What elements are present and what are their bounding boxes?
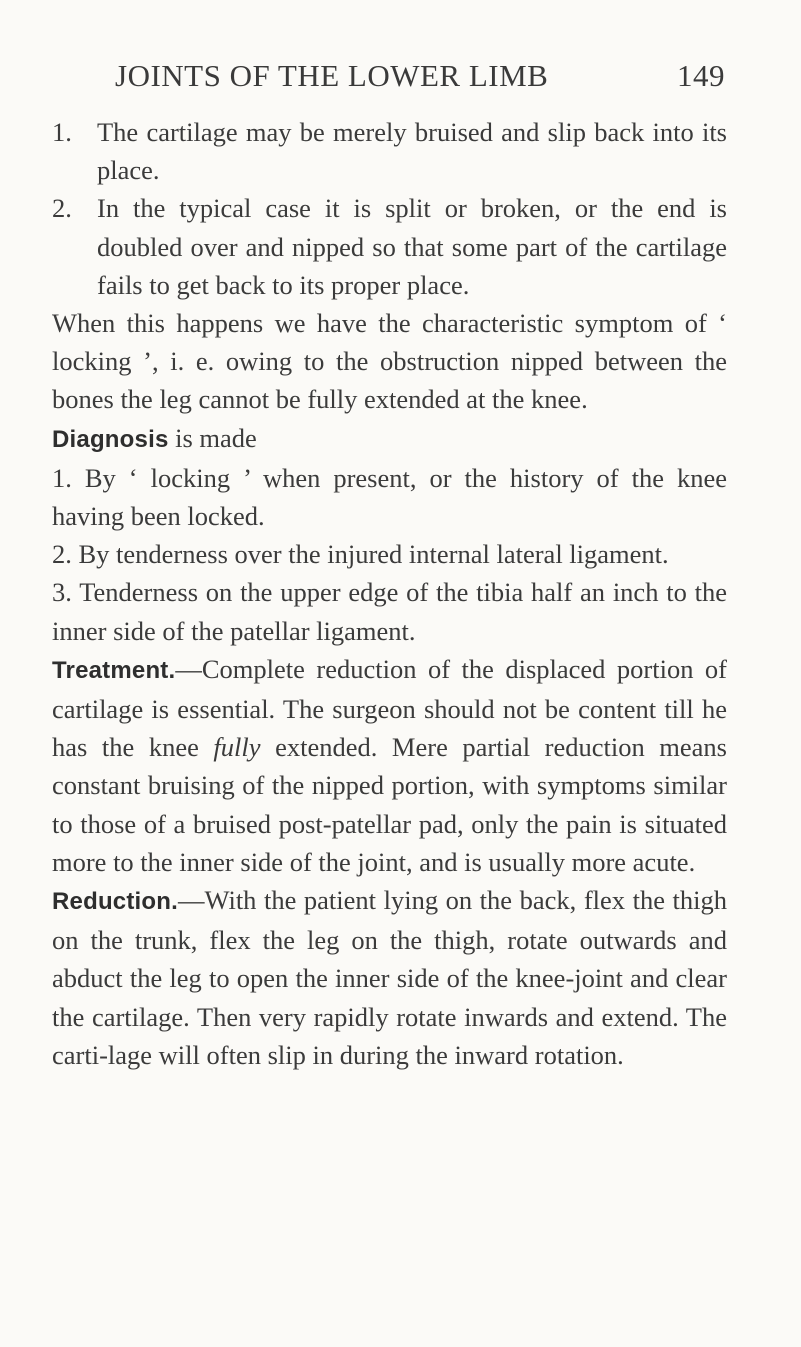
treatment-heading: Treatment. xyxy=(52,656,176,684)
diagnosis-item-3 xyxy=(52,573,727,649)
list-item-text: By ‘ locking ’ when present, or the history of the knee having been locked. xyxy=(52,462,727,532)
list-item-number: 2. xyxy=(52,539,72,570)
treatment-text-1: —Complete reduction of the displaced portion of cartilage is essential. The surgeon should not be content till he has the knee xyxy=(52,653,727,763)
running-head xyxy=(115,58,725,98)
list-item-text: By tenderness over the injured internal lateral ligament. xyxy=(78,539,669,570)
reduction-heading: Reduction. xyxy=(52,888,178,916)
locking-paragraph: When this happens we have the characteristic symptom of ‘ locking ’, i. e. owing to the obstruction nipped between the bones the leg cannot be fully extended at the knee. xyxy=(52,308,727,415)
reduction-paragraph xyxy=(52,881,727,1074)
list-item-number: 3. xyxy=(52,577,72,608)
reduction-text: —With the patient lying on the back, flex the thigh on the trunk, flex the leg on the thigh, rotate outwards and abduct the leg to open the inner side of the knee-joint and clear the cartilage. Then very rapidly rotate inwards and extend. The carti-lage will often slip in during the inward rotation. xyxy=(52,885,727,1070)
treatment-emphasis: fully xyxy=(213,732,261,763)
diagnosis-item-1 xyxy=(52,459,727,535)
list-item-text: The cartilage may be merely bruised and slip back into its place. xyxy=(97,117,727,186)
list-item-text: In the typical case it is split or broken, or the end is doubled over and nipped so that some part of the cartilage fails to get back to its proper place. xyxy=(97,193,727,300)
treatment-text-2: extended. Mere partial reduction means constant bruising of the nipped portion, with symptoms similar to those of a bruised post-patellar pad, only the pain is situated more to the inner side of the joint, and is usually more acute. xyxy=(52,732,727,877)
page-number: 149 xyxy=(677,58,725,93)
list-item-number: 2. xyxy=(52,193,72,224)
list-item xyxy=(52,113,727,189)
body-text xyxy=(52,113,727,1074)
running-head-title: JOINTS OF THE LOWER LIMB xyxy=(115,58,549,93)
list-item xyxy=(52,189,727,304)
diagnosis-item-2 xyxy=(52,535,727,573)
treatment-paragraph xyxy=(52,650,727,881)
diagnosis-heading: Diagnosis xyxy=(52,425,169,453)
diagnosis-heading-rest: is made xyxy=(168,422,257,453)
list-item-number: 1. xyxy=(52,117,72,147)
list-item-text: Tenderness on the upper edge of the tibia half an inch to the inner side of the patellar ligament. xyxy=(52,577,727,646)
diagnosis-heading-line xyxy=(52,419,727,459)
list-item-number: 1. xyxy=(52,462,72,493)
